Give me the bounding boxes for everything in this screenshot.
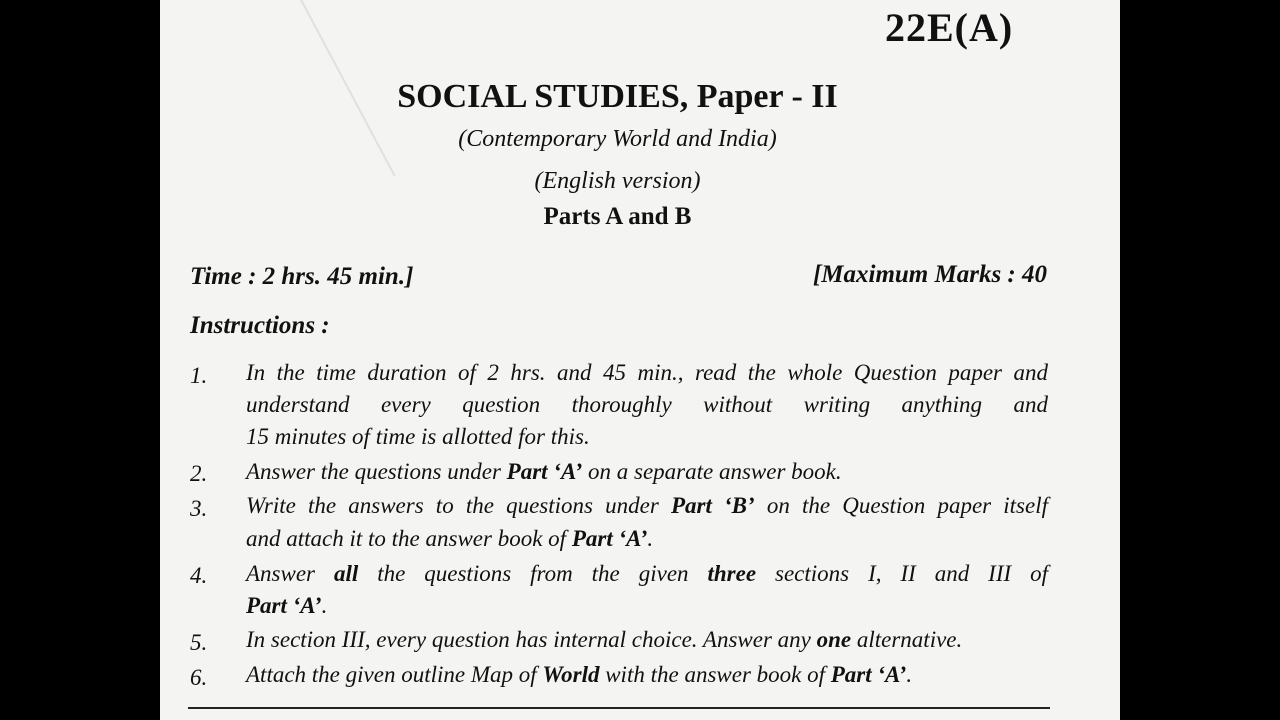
paper-subtitle: (Contemporary World and India) bbox=[458, 126, 777, 152]
instruction-line: and attach it to the answer book of Part ‘A’. bbox=[246, 526, 654, 551]
instruction-line: In section III, every question has internal choice. Answer any one alternative. bbox=[246, 627, 963, 652]
instruction-number: 2. bbox=[190, 461, 208, 486]
instruction-line: understand every question thoroughly without writing anything and bbox=[246, 392, 1048, 417]
instruction-number: 3. bbox=[190, 496, 208, 521]
instructions-heading: Instructions : bbox=[190, 312, 330, 339]
instruction-line: Answer the questions under Part ‘A’ on a separate answer book. bbox=[246, 459, 842, 484]
paper-parts: Parts A and B bbox=[543, 203, 692, 230]
instruction-number: 1. bbox=[190, 363, 208, 388]
instruction-line: Answer all the questions from the given three sections I, II and III of bbox=[246, 561, 1049, 586]
paper-version: (English version) bbox=[534, 168, 701, 194]
time-allowed: Time : 2 hrs. 45 min.] bbox=[190, 263, 414, 290]
maximum-marks: [Maximum Marks : 40 bbox=[812, 261, 1047, 288]
divider-line bbox=[188, 707, 1050, 709]
instruction-line: 15 minutes of time is allotted for this. bbox=[246, 424, 590, 449]
instruction-number: 6. bbox=[190, 665, 208, 690]
paper-code: 22E(A) bbox=[885, 5, 1014, 50]
instruction-line: Write the answers to the questions under Part ‘B’ on the Question paper itself bbox=[246, 493, 1048, 518]
paper-title: SOCIAL STUDIES, Paper - II bbox=[397, 78, 838, 115]
exam-paper bbox=[160, 0, 1120, 720]
instruction-number: 5. bbox=[190, 630, 208, 655]
instruction-number: 4. bbox=[190, 563, 208, 588]
instruction-line: Part ‘A’. bbox=[246, 593, 328, 618]
instruction-line: In the time duration of 2 hrs. and 45 min., read the whole Question paper and bbox=[246, 360, 1048, 385]
instruction-line: Attach the given outline Map of World with the answer book of Part ‘A’. bbox=[246, 662, 913, 687]
